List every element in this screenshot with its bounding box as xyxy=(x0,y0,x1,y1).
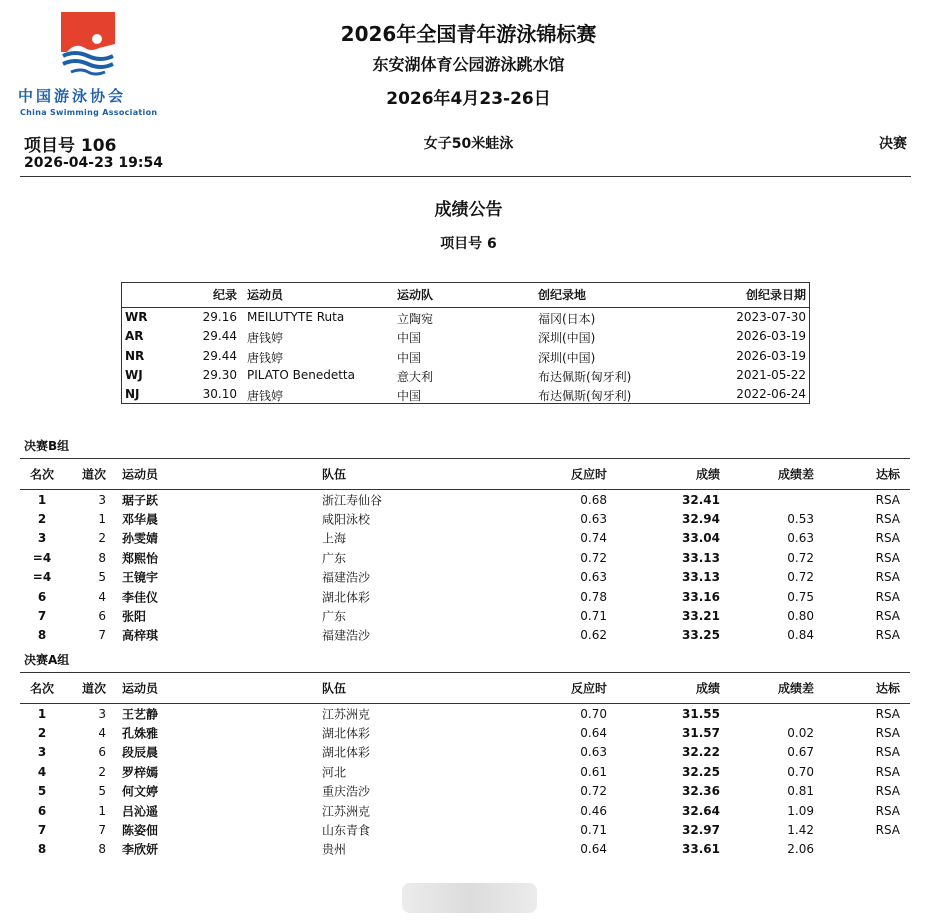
result-time: 31.57 xyxy=(682,725,720,740)
team-name: 福建浩沙 xyxy=(322,570,371,585)
time-diff: 0.84 xyxy=(787,628,814,643)
record-code: WJ xyxy=(125,367,143,382)
result-time: 33.61 xyxy=(682,842,720,857)
record-code: WR xyxy=(125,310,148,324)
time-diff: 1.09 xyxy=(787,803,814,818)
record-athlete: 唐钱婷 xyxy=(247,389,284,404)
qualify-flag: RSA xyxy=(875,511,900,526)
record-place: 布达佩斯(匈牙利) xyxy=(538,369,632,384)
reaction-time: 0.63 xyxy=(580,511,607,526)
record-team: 中国 xyxy=(397,331,422,346)
result-time: 32.41 xyxy=(682,492,720,507)
record-place: 深圳(中国) xyxy=(538,350,596,365)
athlete-name: 何文婷 xyxy=(122,784,159,799)
record-row xyxy=(122,367,809,386)
divider xyxy=(122,307,809,308)
team-name: 福建浩沙 xyxy=(322,628,371,643)
record-place: 布达佩斯(匈牙利) xyxy=(538,389,632,404)
table-row xyxy=(20,509,910,528)
record-row xyxy=(122,348,809,367)
qualify-flag: RSA xyxy=(875,764,900,779)
records-col-date: 创纪录日期 xyxy=(745,288,806,302)
rank: =4 xyxy=(32,570,52,585)
reaction-time: 0.78 xyxy=(580,589,607,604)
result-time: 33.13 xyxy=(682,550,720,565)
time-diff: 0.53 xyxy=(787,511,814,526)
event-number: 项目号 106 xyxy=(24,136,117,156)
rank: =4 xyxy=(32,550,52,565)
record-athlete: PILATO Benedetta xyxy=(247,367,355,382)
athlete-name: 高梓琪 xyxy=(122,628,159,643)
record-time: 29.30 xyxy=(202,367,237,382)
lane: 4 xyxy=(98,725,106,740)
result-time: 31.55 xyxy=(682,706,720,721)
col-team: 队伍 xyxy=(322,681,347,696)
time-diff: 0.63 xyxy=(787,531,814,546)
col-lane: 道次 xyxy=(81,681,106,696)
qualify-flag: RSA xyxy=(875,628,900,643)
rank: 3 xyxy=(37,745,47,760)
records-table xyxy=(121,282,810,404)
team-name: 湖北体彩 xyxy=(322,745,371,760)
athlete-name: 琚子跃 xyxy=(122,493,159,507)
record-date: 2026-03-19 xyxy=(736,329,806,344)
time-diff: 0.81 xyxy=(787,784,814,799)
time-diff: 0.72 xyxy=(787,570,814,585)
athlete-name: 李佳仪 xyxy=(122,590,159,604)
reaction-time: 0.68 xyxy=(580,492,607,507)
lane: 6 xyxy=(98,608,106,623)
table-row xyxy=(20,723,910,742)
athlete-name: 李欣妍 xyxy=(122,842,159,857)
section-subtitle: 项目号 6 xyxy=(440,236,497,252)
lane: 5 xyxy=(98,784,106,799)
table-row xyxy=(20,626,910,645)
athlete-name: 王镜宇 xyxy=(122,570,159,585)
result-time: 33.16 xyxy=(682,589,720,604)
reaction-time: 0.61 xyxy=(580,764,607,779)
table-row xyxy=(20,606,910,625)
records-col-athlete: 运动员 xyxy=(247,288,284,302)
table-row xyxy=(20,762,910,781)
col-flag: 达标 xyxy=(875,467,900,482)
record-team: 中国 xyxy=(397,389,422,404)
table-row xyxy=(20,782,910,801)
time-diff: 0.70 xyxy=(787,764,814,779)
record-row xyxy=(122,328,809,347)
qualify-flag: RSA xyxy=(875,608,900,623)
lane: 5 xyxy=(98,570,106,585)
athlete-name: 段辰晨 xyxy=(122,745,159,760)
time-diff: 2.06 xyxy=(787,842,814,857)
qualify-flag: RSA xyxy=(875,531,900,546)
lane: 1 xyxy=(98,511,106,526)
athlete-name: 罗梓嫣 xyxy=(122,765,159,780)
lane: 8 xyxy=(98,842,106,857)
records-col-record: 纪录 xyxy=(212,288,237,302)
time-diff: 0.67 xyxy=(787,745,814,760)
col-flag: 达标 xyxy=(875,681,900,696)
section-title: 成绩公告 xyxy=(434,200,503,220)
col-reaction: 反应时 xyxy=(570,681,607,696)
record-athlete: 唐钱婷 xyxy=(247,350,284,365)
result-time: 32.64 xyxy=(682,803,720,818)
event-datetime: 2026-04-23 19:54 xyxy=(24,155,163,171)
logo-english-name: China Swimming Association xyxy=(20,108,158,117)
lane: 3 xyxy=(98,706,106,721)
result-time: 32.97 xyxy=(682,822,720,837)
athlete-name: 孔姝雅 xyxy=(122,726,159,741)
table-row xyxy=(20,704,910,723)
reaction-time: 0.72 xyxy=(580,550,607,565)
table-row xyxy=(20,743,910,762)
record-time: 29.44 xyxy=(202,348,237,363)
table-row xyxy=(20,820,910,839)
lane: 1 xyxy=(98,803,106,818)
lane: 4 xyxy=(98,589,106,604)
team-name: 重庆浩沙 xyxy=(322,784,371,799)
athlete-name: 张阳 xyxy=(122,609,147,624)
record-code: NR xyxy=(125,348,145,363)
rank: 1 xyxy=(37,492,47,507)
col-athlete: 运动员 xyxy=(122,681,159,696)
qualify-flag: RSA xyxy=(875,725,900,740)
record-team: 中国 xyxy=(397,350,422,365)
result-time: 32.94 xyxy=(682,511,720,526)
col-time: 成绩 xyxy=(695,681,720,696)
reaction-time: 0.71 xyxy=(580,822,607,837)
result-time: 32.22 xyxy=(682,745,720,760)
record-time: 29.44 xyxy=(202,329,237,344)
record-date: 2022-06-24 xyxy=(736,387,806,402)
competition-dates: 2026年4月23-26日 xyxy=(386,89,551,109)
rank: 6 xyxy=(37,589,47,604)
lane: 7 xyxy=(98,628,106,643)
athlete-name: 邓华晨 xyxy=(122,512,159,527)
team-name: 贵州 xyxy=(322,842,347,857)
table-row xyxy=(20,840,910,859)
team-name: 咸阳泳校 xyxy=(322,512,371,527)
qualify-flag: RSA xyxy=(875,745,900,760)
rank: 2 xyxy=(37,511,47,526)
col-diff: 成绩差 xyxy=(777,681,814,696)
table-row xyxy=(20,529,910,548)
record-date: 2026-03-19 xyxy=(736,348,806,363)
divider xyxy=(20,176,911,177)
reaction-time: 0.46 xyxy=(580,803,607,818)
reaction-time: 0.70 xyxy=(580,706,607,721)
col-diff: 成绩差 xyxy=(777,467,814,482)
record-row xyxy=(122,309,809,328)
qualify-flag: RSA xyxy=(875,492,900,507)
qualify-flag: RSA xyxy=(875,550,900,565)
rank: 7 xyxy=(37,822,47,837)
table-row xyxy=(20,587,910,606)
reaction-time: 0.63 xyxy=(580,745,607,760)
qualify-flag: RSA xyxy=(875,570,900,585)
reaction-time: 0.63 xyxy=(580,570,607,585)
col-lane: 道次 xyxy=(81,467,106,482)
record-place: 深圳(中国) xyxy=(538,331,596,346)
rank: 7 xyxy=(37,608,47,623)
col-athlete: 运动员 xyxy=(122,467,159,482)
time-diff: 0.72 xyxy=(787,550,814,565)
rank: 8 xyxy=(37,842,47,857)
rank: 1 xyxy=(37,706,47,721)
result-time: 33.21 xyxy=(682,608,720,623)
team-name: 河北 xyxy=(322,765,347,780)
athlete-name: 孙雯婧 xyxy=(122,531,159,546)
records-col-place: 创纪录地 xyxy=(538,288,587,302)
record-time: 30.10 xyxy=(202,387,237,402)
team-name: 山东青食 xyxy=(322,823,371,838)
qualify-flag: RSA xyxy=(875,803,900,818)
record-athlete: MEILUTYTE Ruta xyxy=(247,310,345,324)
lane: 2 xyxy=(98,531,106,546)
result-time: 33.25 xyxy=(682,628,720,643)
record-team: 意大利 xyxy=(397,369,434,384)
record-athlete: 唐钱婷 xyxy=(247,331,284,346)
rank: 2 xyxy=(37,725,47,740)
result-time: 33.13 xyxy=(682,570,720,585)
rank: 6 xyxy=(37,803,47,818)
team-name: 上海 xyxy=(322,531,347,546)
rank: 5 xyxy=(37,784,47,799)
record-code: NJ xyxy=(125,387,140,402)
reaction-time: 0.72 xyxy=(580,784,607,799)
rank: 3 xyxy=(37,531,47,546)
bottom-scroll-handle[interactable] xyxy=(402,883,537,913)
result-time: 33.04 xyxy=(682,531,720,546)
record-team: 立陶宛 xyxy=(397,312,434,326)
result-time: 32.36 xyxy=(682,784,720,799)
athlete-name: 郑熙怡 xyxy=(122,551,159,566)
team-name: 江苏洲克 xyxy=(322,707,371,721)
venue-name: 东安湖体育公园游泳跳水馆 xyxy=(372,55,565,74)
event-round: 决赛 xyxy=(879,136,907,152)
record-date: 2023-07-30 xyxy=(736,310,806,324)
lane: 2 xyxy=(98,764,106,779)
table-row xyxy=(20,801,910,820)
team-name: 江苏洲克 xyxy=(322,804,371,818)
lane: 3 xyxy=(98,492,106,507)
time-diff: 0.02 xyxy=(787,725,814,740)
records-col-team: 运动队 xyxy=(397,288,434,302)
time-diff: 0.75 xyxy=(787,589,814,604)
table-row xyxy=(20,568,910,587)
athlete-name: 陈姿佃 xyxy=(122,823,159,838)
qualify-flag: RSA xyxy=(875,822,900,837)
athlete-name: 吕沁遥 xyxy=(122,804,159,818)
results-header xyxy=(20,672,910,704)
table-row xyxy=(20,548,910,567)
col-time: 成绩 xyxy=(695,467,720,482)
qualify-flag: RSA xyxy=(875,589,900,604)
col-rank: 名次 xyxy=(29,681,54,696)
team-name: 浙江寿仙谷 xyxy=(322,493,383,507)
event-name: 女子50米蛙泳 xyxy=(423,136,514,152)
team-name: 广东 xyxy=(322,551,347,566)
records-header xyxy=(122,286,809,304)
time-diff: 0.80 xyxy=(787,608,814,623)
reaction-time: 0.71 xyxy=(580,608,607,623)
qualify-flag: RSA xyxy=(875,784,900,799)
table-row xyxy=(20,490,910,509)
athlete-name: 王艺静 xyxy=(122,707,159,721)
group-a-label: 决赛A组 xyxy=(24,653,70,667)
reaction-time: 0.64 xyxy=(580,842,607,857)
record-date: 2021-05-22 xyxy=(736,367,806,382)
lane: 6 xyxy=(98,745,106,760)
rank: 4 xyxy=(37,764,47,779)
logo-chinese-name: 中国游泳协会 xyxy=(18,87,127,105)
team-name: 湖北体彩 xyxy=(322,590,371,604)
record-row xyxy=(122,386,809,405)
team-name: 湖北体彩 xyxy=(322,726,371,741)
qualify-flag: RSA xyxy=(875,706,900,721)
record-place: 福冈(日本) xyxy=(538,312,596,326)
record-code: AR xyxy=(125,329,144,344)
col-rank: 名次 xyxy=(29,467,54,482)
record-time: 29.16 xyxy=(202,310,237,324)
rank: 8 xyxy=(37,628,47,643)
reaction-time: 0.64 xyxy=(580,725,607,740)
col-reaction: 反应时 xyxy=(570,467,607,482)
col-team: 队伍 xyxy=(322,467,347,482)
lane: 7 xyxy=(98,822,106,837)
result-time: 32.25 xyxy=(682,764,720,779)
lane: 8 xyxy=(98,550,106,565)
competition-title: 2026年全国青年游泳锦标赛 xyxy=(340,22,597,46)
time-diff: 1.42 xyxy=(787,822,814,837)
reaction-time: 0.74 xyxy=(580,531,607,546)
results-header xyxy=(20,458,910,490)
reaction-time: 0.62 xyxy=(580,628,607,643)
team-name: 广东 xyxy=(322,609,347,624)
group-b-label: 决赛B组 xyxy=(24,439,70,453)
